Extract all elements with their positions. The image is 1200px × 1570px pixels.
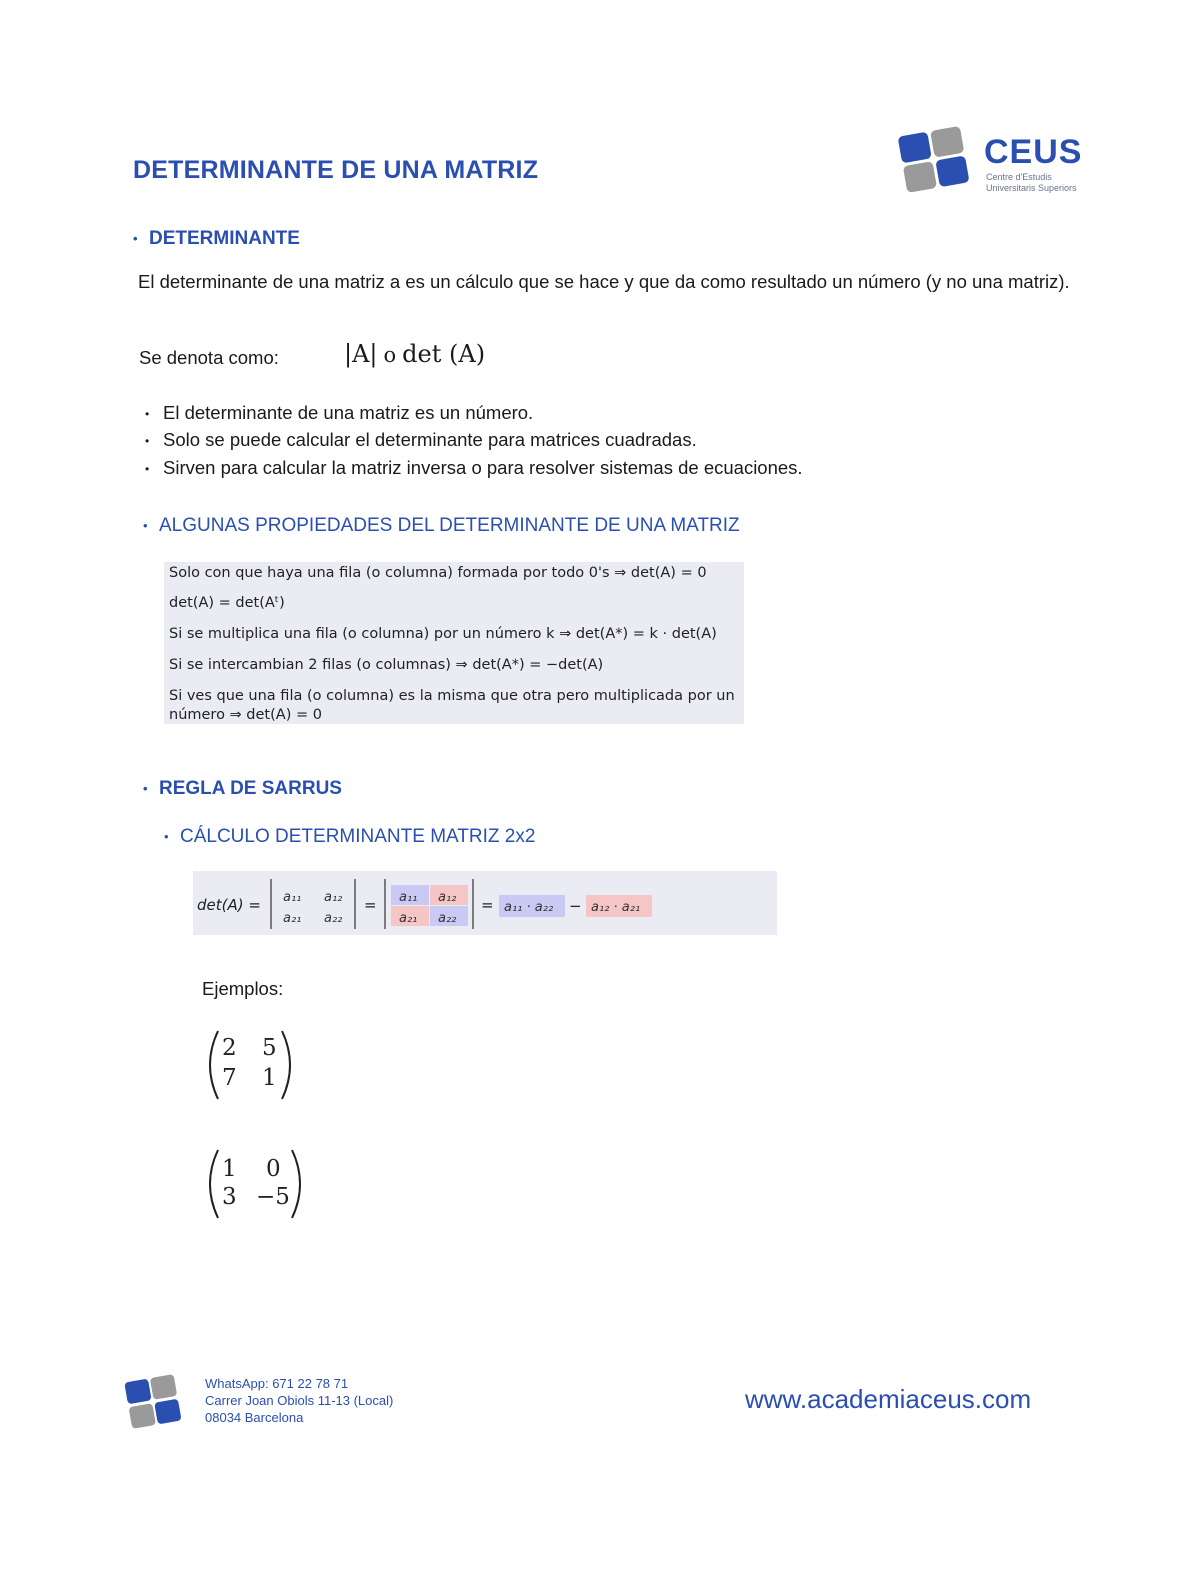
example-matrix-2	[200, 1144, 310, 1224]
bullet-icon: •	[143, 781, 148, 796]
list-item-text: Sirven para calcular la matriz inversa o para resolver sistemas de ecuaciones.	[163, 456, 803, 478]
list-item	[145, 455, 803, 482]
logo-subtitle	[986, 172, 1077, 194]
footer-contact	[205, 1375, 393, 1426]
matrix-entry: 3	[222, 1184, 237, 1210]
section-heading-determinante	[133, 227, 300, 251]
logo-subtitle-line: Universitaris Superiors	[986, 183, 1077, 193]
examples-label: Ejemplos:	[202, 978, 284, 999]
bullet-icon: •	[145, 434, 150, 449]
page-title: DETERMINANTE DE UNA MATRIZ	[133, 156, 539, 184]
property-line: Si se multiplica una fila (o columna) por un número k ⇒ det(A*) = k · det(A)	[169, 626, 717, 642]
list-item	[145, 400, 803, 427]
footer-address: Carrer Joan Obiols 11-13 (Local)	[205, 1393, 394, 1408]
heading-text: DETERMINANTE	[149, 228, 300, 250]
properties-panel	[164, 562, 744, 724]
entry-a12: a₁₂	[324, 890, 343, 905]
matrix-entry: 5	[262, 1035, 277, 1061]
left-paren	[210, 1031, 218, 1099]
property-line: Si ves que una fila (o columna) es la misma que otra pero multiplicada por un	[169, 688, 735, 704]
entry-a22: a₂₂	[324, 911, 343, 926]
entry-a11: a₁₁	[283, 890, 302, 905]
property-line: número ⇒ det(A) = 0	[169, 707, 322, 723]
property-line: det(A) = det(Aᵗ)	[169, 595, 285, 611]
equals-sign: =	[481, 896, 494, 914]
matrix-entry: 7	[222, 1065, 237, 1091]
bullet-icon: •	[143, 518, 148, 533]
logo-subtitle-line: Centre d'Estudis	[986, 172, 1052, 182]
section-heading-sarrus	[143, 777, 342, 801]
list-item	[145, 427, 803, 454]
matrix-entry: 0	[266, 1156, 281, 1182]
sarrus-formula-panel	[193, 871, 777, 935]
example-matrix-1	[200, 1025, 310, 1105]
denota-formula	[344, 338, 485, 371]
formula-or: o	[383, 343, 397, 367]
footer-whatsapp: WhatsApp: 671 22 78 71	[205, 1376, 349, 1391]
matrix-entry: 2	[222, 1035, 237, 1061]
denota-label: Se denota como:	[139, 347, 279, 368]
footer-website-link[interactable]: www.academiaceus.com	[745, 1384, 1032, 1414]
definition-paragraph: El determinante de una matriz a es un cálculo que se hace y que da como resultado un número (y no una matriz).	[138, 271, 1070, 292]
bullet-icon: •	[145, 406, 150, 421]
entry-a21: a₂₁	[283, 911, 302, 926]
right-paren	[292, 1150, 300, 1218]
term1: a₁₁ · a₂₂	[504, 900, 554, 915]
minus-sign: −	[569, 897, 582, 915]
entry-a12: a₁₂	[438, 890, 457, 905]
section-heading-propiedades	[143, 514, 740, 538]
matrix-entry: 1	[262, 1065, 277, 1091]
ceus-logo	[896, 126, 1096, 196]
bullet-icon: •	[164, 829, 169, 844]
formula-abs-a: |A|	[344, 340, 378, 368]
heading-text: CÁLCULO DETERMINANTE MATRIZ 2x2	[180, 826, 536, 848]
right-paren	[282, 1031, 290, 1099]
heading-text: REGLA DE SARRUS	[159, 778, 342, 800]
sarrus-formula	[193, 871, 777, 935]
bullet-icon: •	[145, 461, 150, 476]
footer-logo-icon	[124, 1374, 182, 1430]
properties-list	[145, 400, 803, 482]
list-item-text: Solo se puede calcular el determinante para matrices cuadradas.	[163, 429, 697, 451]
entry-a11: a₁₁	[399, 890, 418, 905]
equals-sign: =	[364, 896, 377, 914]
subheading-2x2	[164, 825, 535, 849]
property-line: Solo con que haya una fila (o columna) formada por todo 0's ⇒ det(A) = 0	[169, 565, 707, 581]
formula-det-a: det (A)	[402, 340, 486, 368]
bullet-icon: •	[133, 231, 138, 246]
term2: a₁₂ · a₂₁	[591, 900, 641, 915]
entry-a21: a₂₁	[399, 911, 418, 926]
matrix-entry: 1	[222, 1156, 237, 1182]
left-paren	[210, 1150, 218, 1218]
formula-lhs: det(A) =	[197, 896, 261, 914]
footer-city: 08034 Barcelona	[205, 1410, 304, 1425]
heading-text: ALGUNAS PROPIEDADES DEL DETERMINANTE DE UNA MATRIZ	[159, 515, 740, 537]
matrix-entry: −5	[256, 1184, 290, 1210]
list-item-text: El determinante de una matriz es un número.	[163, 402, 534, 423]
logo-name: CEUS	[984, 133, 1083, 171]
ceus-logo-icon	[896, 126, 970, 192]
entry-a22: a₂₂	[438, 911, 457, 926]
property-line: Si se intercambian 2 filas (o columnas) ⇒ det(A*) = −det(A)	[169, 657, 604, 673]
